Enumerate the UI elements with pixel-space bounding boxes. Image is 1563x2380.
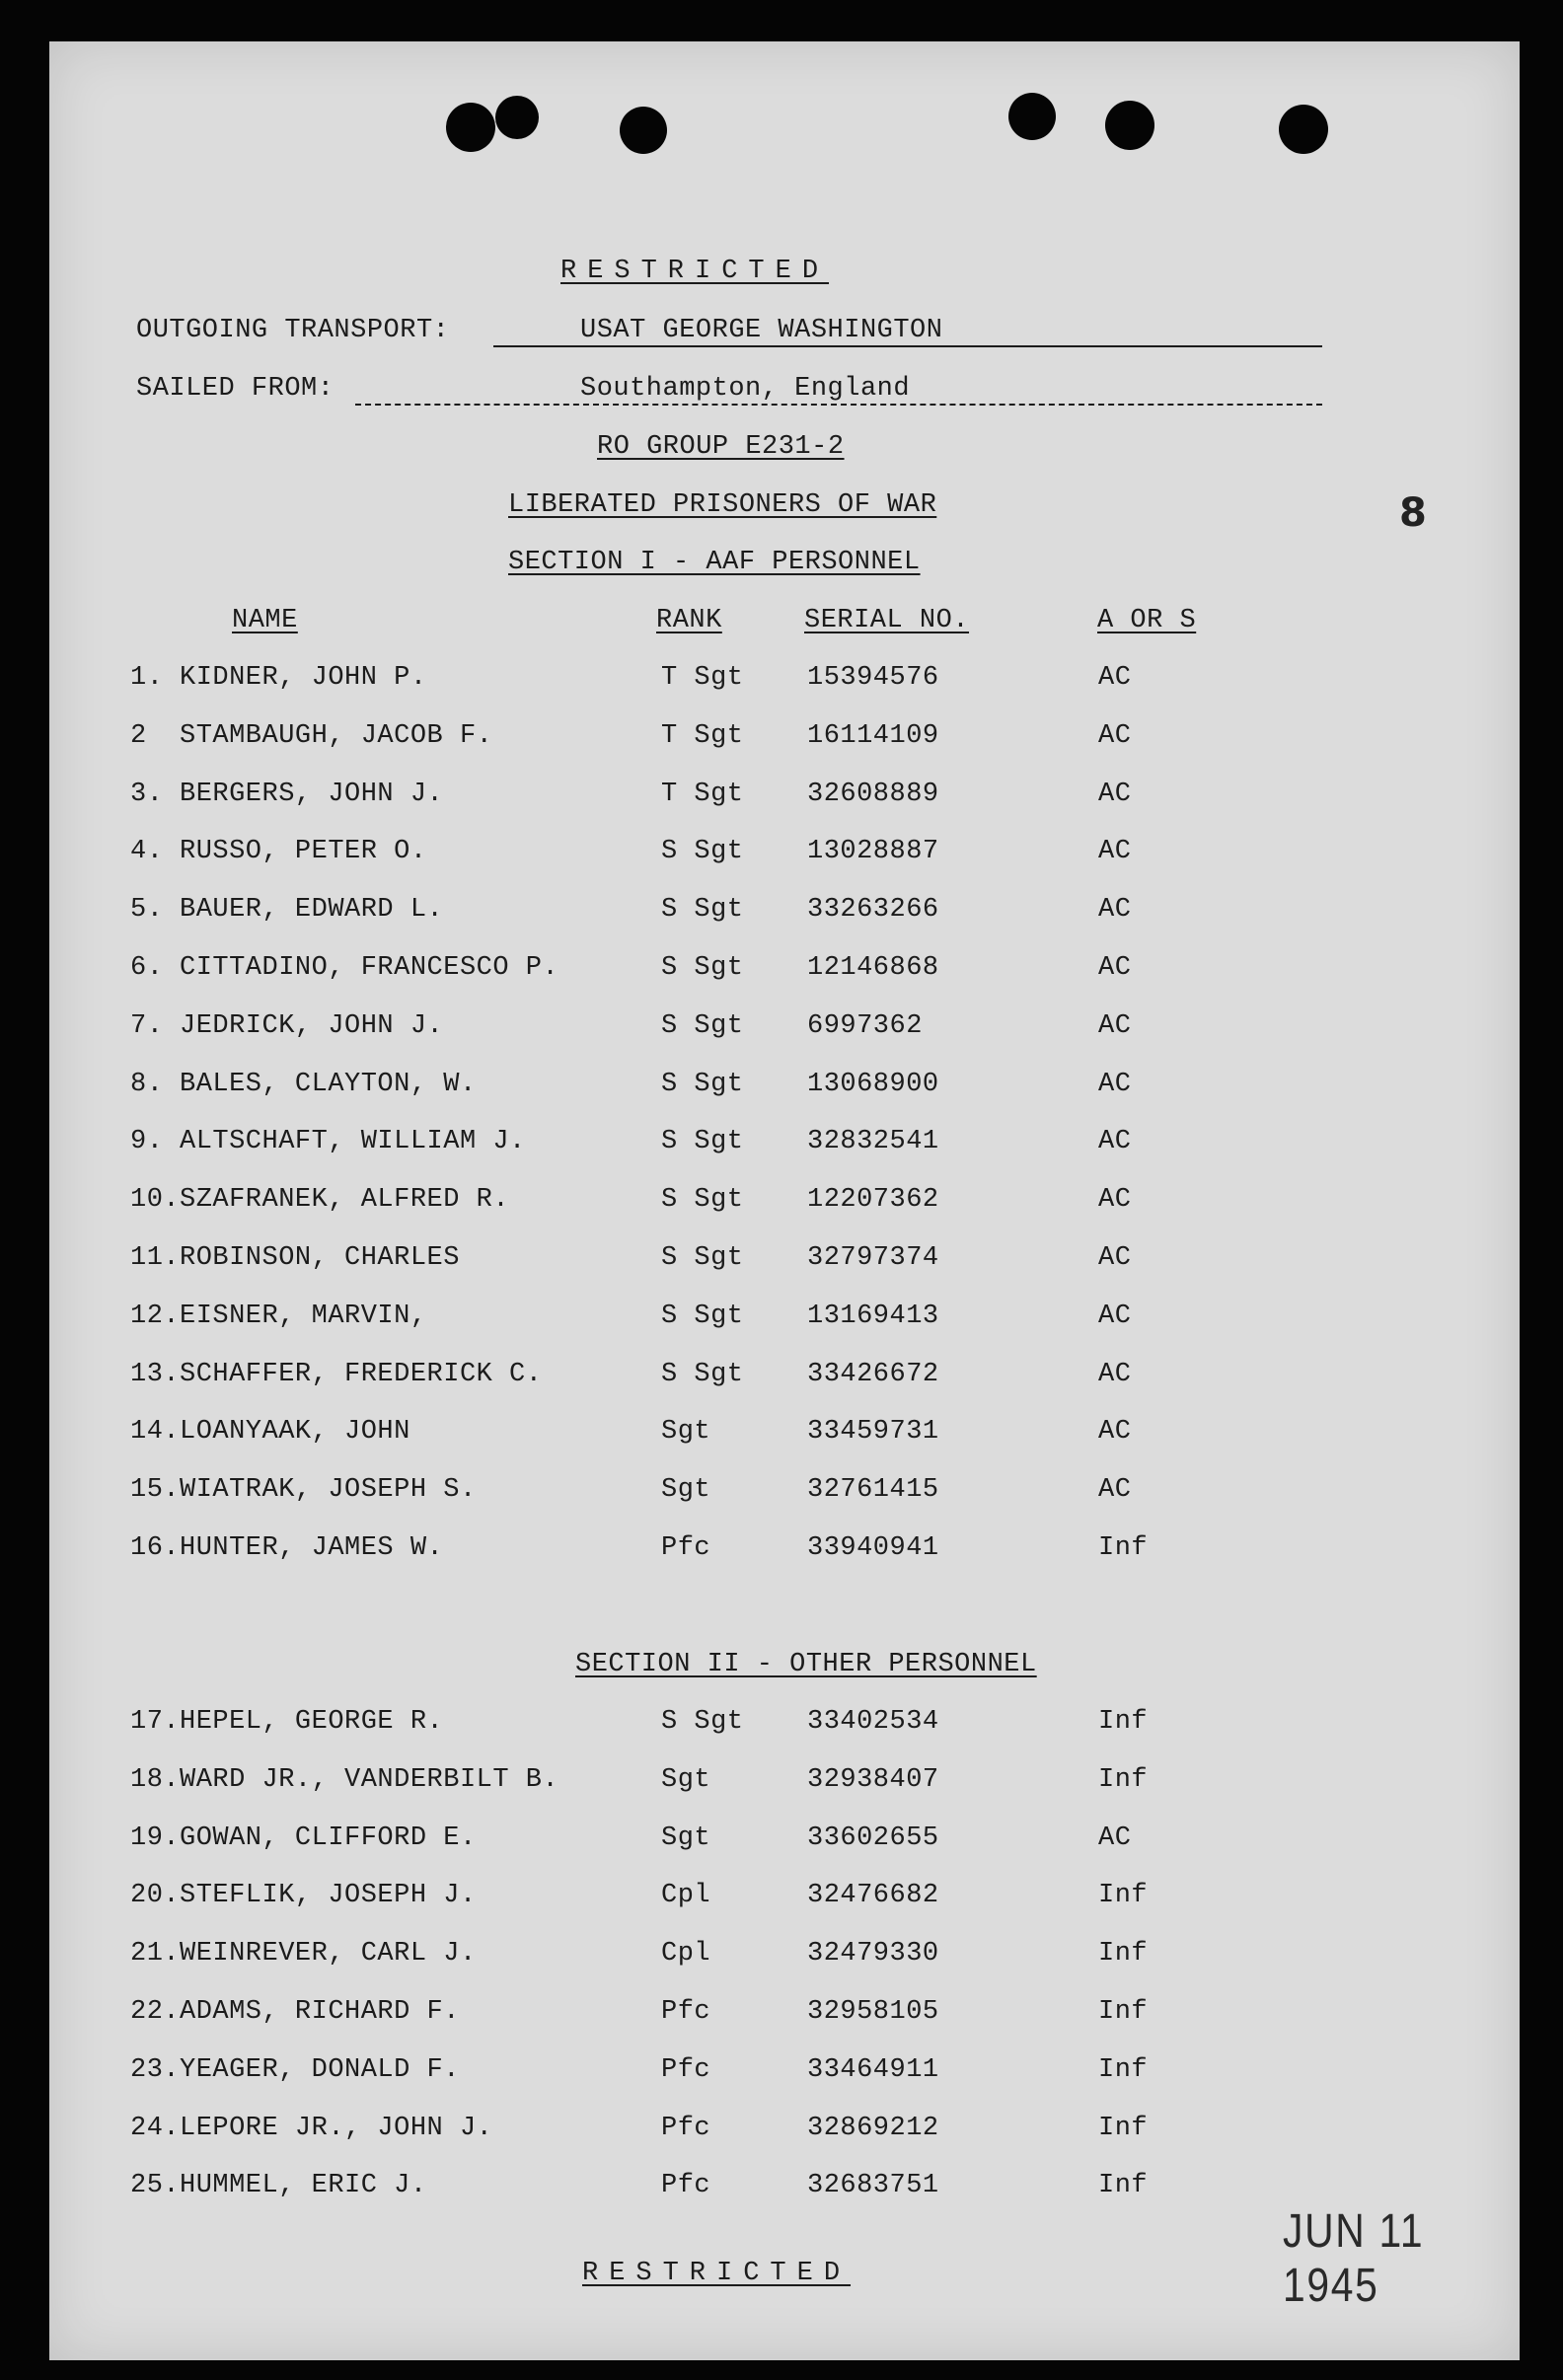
table-row: [49, 1881, 1520, 1920]
table-row: [49, 1360, 1520, 1399]
row-aors: Inf: [1098, 1881, 1149, 1911]
row-aors: AC: [1098, 953, 1132, 983]
row-rank: T Sgt: [661, 779, 744, 809]
row-number: 12.: [130, 1301, 181, 1331]
section1-title: SECTION I - AAF PERSONNEL: [508, 548, 921, 577]
sailed-value: Southampton, England: [580, 374, 911, 404]
row-number: 18.: [130, 1764, 181, 1795]
table-row: [49, 895, 1520, 934]
row-name: SZAFRANEK, ALFRED R.: [180, 1185, 510, 1216]
row-serial: 32938407: [807, 1764, 939, 1795]
row-name: STAMBAUGH, JACOB F.: [180, 720, 493, 751]
row-aors: AC: [1098, 1243, 1132, 1273]
row-aors: Inf: [1098, 2054, 1149, 2085]
date-stamp: JUN 11 1945: [1283, 2205, 1425, 2312]
table-row: [49, 1011, 1520, 1051]
row-name: RUSSO, PETER O.: [180, 837, 427, 867]
row-serial: 13028887: [807, 837, 939, 867]
row-rank: S Sgt: [661, 837, 744, 867]
table-row: [49, 1475, 1520, 1515]
row-number: 13.: [130, 1359, 181, 1389]
table-row: [49, 1997, 1520, 2037]
row-aors: Inf: [1098, 1939, 1149, 1970]
row-number: 10.: [130, 1185, 181, 1216]
row-serial: 33426672: [807, 1359, 939, 1389]
row-rank: Pfc: [661, 2171, 711, 2201]
row-rank: Pfc: [661, 1997, 711, 2027]
row-aors: AC: [1098, 1822, 1132, 1853]
row-number: 20.: [130, 1881, 181, 1911]
table-row: [49, 663, 1520, 703]
row-serial: 12146868: [807, 953, 939, 983]
table-row: [49, 780, 1520, 819]
row-aors: AC: [1098, 837, 1132, 867]
row-serial: 32958105: [807, 1997, 939, 2027]
row-number: 11.: [130, 1243, 181, 1273]
row-serial: 33464911: [807, 2054, 939, 2085]
row-aors: AC: [1098, 720, 1132, 751]
row-rank: S Sgt: [661, 1707, 744, 1737]
row-name: WIATRAK, JOSEPH S.: [180, 1475, 477, 1506]
row-number: 21.: [130, 1939, 181, 1970]
row-name: ROBINSON, CHARLES: [180, 1243, 460, 1273]
column-header-name: NAME: [232, 606, 298, 635]
row-name: HUMMEL, ERIC J.: [180, 2171, 427, 2201]
row-number: 8.: [130, 1069, 164, 1099]
row-name: JEDRICK, JOHN J.: [180, 1010, 444, 1041]
row-rank: S Sgt: [661, 895, 744, 926]
row-aors: Inf: [1098, 2113, 1149, 2143]
punch-hole: [1008, 93, 1056, 140]
row-rank: Sgt: [661, 1475, 711, 1506]
row-number: 9.: [130, 1127, 164, 1157]
row-rank: Cpl: [661, 1939, 711, 1970]
table-row: [49, 1417, 1520, 1456]
row-number: 2: [130, 720, 147, 751]
row-aors: AC: [1098, 1475, 1132, 1506]
row-rank: S Sgt: [661, 1069, 744, 1099]
punch-hole: [446, 103, 495, 152]
row-serial: 13169413: [807, 1301, 939, 1331]
row-aors: AC: [1098, 663, 1132, 693]
row-number: 15.: [130, 1475, 181, 1506]
row-name: GOWAN, CLIFFORD E.: [180, 1822, 477, 1853]
group-title: RO GROUP E231-2: [597, 432, 845, 462]
row-name: BALES, CLAYTON, W.: [180, 1069, 477, 1099]
row-name: BAUER, EDWARD L.: [180, 895, 444, 926]
row-name: BERGERS, JOHN J.: [180, 779, 444, 809]
row-serial: 13068900: [807, 1069, 939, 1099]
row-aors: AC: [1098, 1010, 1132, 1041]
table-row: [49, 1185, 1520, 1225]
row-aors: Inf: [1098, 1533, 1149, 1563]
table-row: [49, 1823, 1520, 1863]
table-row: [49, 1243, 1520, 1283]
row-number: 14.: [130, 1417, 181, 1448]
row-rank: S Sgt: [661, 1243, 744, 1273]
table-row: [49, 1127, 1520, 1166]
classification-top: RESTRICTED: [560, 257, 830, 286]
row-serial: 32476682: [807, 1881, 939, 1911]
row-name: WARD JR., VANDERBILT B.: [180, 1764, 559, 1795]
row-rank: T Sgt: [661, 720, 744, 751]
row-name: SCHAFFER, FREDERICK C.: [180, 1359, 543, 1389]
table-row: [49, 837, 1520, 876]
punch-hole: [495, 96, 539, 139]
row-serial: 32869212: [807, 2113, 939, 2143]
row-aors: Inf: [1098, 2171, 1149, 2201]
row-aors: Inf: [1098, 1997, 1149, 2027]
row-serial: 16114109: [807, 720, 939, 751]
transport-value: USAT GEORGE WASHINGTON: [580, 316, 943, 345]
column-header-aors: A OR S: [1097, 606, 1197, 635]
row-aors: AC: [1098, 1069, 1132, 1099]
row-name: EISNER, MARVIN,: [180, 1301, 427, 1331]
row-rank: S Sgt: [661, 1301, 744, 1331]
row-number: 6.: [130, 953, 164, 983]
table-row: [49, 2055, 1520, 2095]
document-subtitle: LIBERATED PRISONERS OF WAR: [508, 490, 937, 520]
row-serial: 32797374: [807, 1243, 939, 1273]
row-rank: Sgt: [661, 1822, 711, 1853]
row-serial: 33459731: [807, 1417, 939, 1448]
row-rank: S Sgt: [661, 1127, 744, 1157]
row-serial: 32832541: [807, 1127, 939, 1157]
row-name: ADAMS, RICHARD F.: [180, 1997, 460, 2027]
row-number: 19.: [130, 1822, 181, 1853]
row-name: WEINREVER, CARL J.: [180, 1939, 477, 1970]
row-number: 1.: [130, 663, 164, 693]
row-serial: 32608889: [807, 779, 939, 809]
row-serial: 33940941: [807, 1533, 939, 1563]
row-name: HEPEL, GEORGE R.: [180, 1707, 444, 1737]
row-serial: 33602655: [807, 1822, 939, 1853]
table-row: [49, 1302, 1520, 1341]
document-page: [49, 41, 1520, 2360]
row-aors: Inf: [1098, 1707, 1149, 1737]
section2-title: SECTION II - OTHER PERSONNEL: [575, 1650, 1037, 1679]
row-name: KIDNER, JOHN P.: [180, 663, 427, 693]
table-row: [49, 721, 1520, 761]
row-name: STEFLIK, JOSEPH J.: [180, 1881, 477, 1911]
table-row: [49, 1533, 1520, 1573]
table-row: [49, 1707, 1520, 1747]
row-serial: 32683751: [807, 2171, 939, 2201]
row-rank: Sgt: [661, 1764, 711, 1795]
row-rank: S Sgt: [661, 1185, 744, 1216]
row-name: ALTSCHAFT, WILLIAM J.: [180, 1127, 526, 1157]
page-number-mark: 8: [1399, 490, 1427, 536]
row-serial: 12207362: [807, 1185, 939, 1216]
row-serial: 32479330: [807, 1939, 939, 1970]
row-number: 4.: [130, 837, 164, 867]
classification-bottom: RESTRICTED: [582, 2259, 852, 2288]
row-number: 23.: [130, 2054, 181, 2085]
row-serial: 6997362: [807, 1010, 923, 1041]
row-serial: 33263266: [807, 895, 939, 926]
row-rank: S Sgt: [661, 953, 744, 983]
row-rank: S Sgt: [661, 1359, 744, 1389]
row-rank: S Sgt: [661, 1010, 744, 1041]
row-rank: Pfc: [661, 1533, 711, 1563]
table-row: [49, 1070, 1520, 1109]
row-number: 7.: [130, 1010, 164, 1041]
table-row: [49, 953, 1520, 993]
table-row: [49, 2114, 1520, 2153]
row-aors: AC: [1098, 1417, 1132, 1448]
row-rank: Sgt: [661, 1417, 711, 1448]
row-aors: AC: [1098, 1301, 1132, 1331]
row-serial: 32761415: [807, 1475, 939, 1506]
row-aors: AC: [1098, 895, 1132, 926]
row-rank: Pfc: [661, 2113, 711, 2143]
row-aors: AC: [1098, 1127, 1132, 1157]
row-aors: AC: [1098, 1185, 1132, 1216]
punch-hole: [1105, 101, 1154, 150]
table-row: [49, 1765, 1520, 1805]
sailed-underline: [355, 404, 1322, 406]
row-name: LEPORE JR., JOHN J.: [180, 2113, 493, 2143]
column-header-rank: RANK: [656, 606, 722, 635]
row-serial: 15394576: [807, 663, 939, 693]
column-header-serial: SERIAL NO.: [804, 606, 970, 635]
row-number: 24.: [130, 2113, 181, 2143]
row-number: 17.: [130, 1707, 181, 1737]
row-aors: AC: [1098, 1359, 1132, 1389]
row-number: 3.: [130, 779, 164, 809]
punch-hole: [1279, 105, 1328, 154]
row-name: CITTADINO, FRANCESCO P.: [180, 953, 559, 983]
row-name: YEAGER, DONALD F.: [180, 2054, 460, 2085]
row-name: LOANYAAK, JOHN: [180, 1417, 410, 1448]
row-rank: Pfc: [661, 2054, 711, 2085]
row-aors: Inf: [1098, 1764, 1149, 1795]
transport-label: OUTGOING TRANSPORT:: [136, 316, 450, 345]
row-serial: 33402534: [807, 1707, 939, 1737]
row-aors: AC: [1098, 779, 1132, 809]
sailed-label: SAILED FROM:: [136, 374, 335, 404]
row-number: 16.: [130, 1533, 181, 1563]
table-row: [49, 1939, 1520, 1978]
row-rank: T Sgt: [661, 663, 744, 693]
punch-hole: [620, 107, 667, 154]
row-name: HUNTER, JAMES W.: [180, 1533, 444, 1563]
row-number: 5.: [130, 895, 164, 926]
row-number: 25.: [130, 2171, 181, 2201]
transport-underline: [493, 345, 1322, 347]
row-number: 22.: [130, 1997, 181, 2027]
row-rank: Cpl: [661, 1881, 711, 1911]
